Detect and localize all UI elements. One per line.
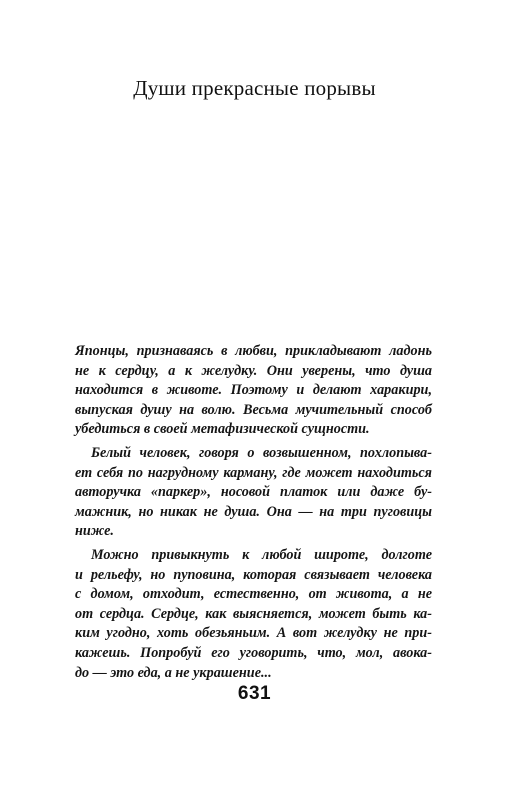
text-line: мажник, но никак не душа. Она — на три пуговицы (75, 503, 432, 520)
text-line: ниже. (75, 523, 114, 540)
text-line: с домом, отходит, естественно, от живота, а не (75, 586, 432, 603)
body-text (75, 342, 432, 687)
text-line: до — это еда, а не украшение... (75, 664, 272, 681)
text-line: Японцы, признаваясь в любви, прикладывают ладонь (75, 343, 432, 359)
text-line: от сердца. Сердце, как выясняется, может быть ка- (75, 605, 432, 622)
paragraph-1 (75, 342, 432, 440)
text-line: ет себя по нагрудному карману, где может находиться (75, 464, 432, 481)
text-line: Можно привыкнуть к любой широте, долготе (91, 546, 432, 563)
chapter-title: Души прекрасные порывы (133, 76, 376, 100)
text-line: и рельефу, но пуповина, которая связывает человека (75, 566, 432, 583)
text-line: убедиться в своей метафизической сущности. (75, 421, 370, 438)
text-line: Белый человек, говоря о возвышенном, похлопыва- (91, 444, 432, 461)
text-line: не к сердцу, а к желудку. Они уверены, что душа (75, 362, 432, 379)
paragraph-3 (75, 546, 432, 683)
page-number: 631 (237, 683, 272, 704)
text-line: ким угодно, хоть обезьяньим. А вот желудку не при- (75, 625, 432, 642)
text-line: кажешь. Попробуй его уговорить, что, мол, авока- (75, 644, 432, 661)
text-line: находится в животе. Поэтому и делают харакири, (75, 382, 432, 399)
text-line: выпуская душу на волю. Весьма мучительный способ (75, 401, 432, 418)
paragraph-2 (75, 444, 432, 542)
text-line: авторучка «паркер», носовой платок или даже бу- (75, 484, 432, 501)
